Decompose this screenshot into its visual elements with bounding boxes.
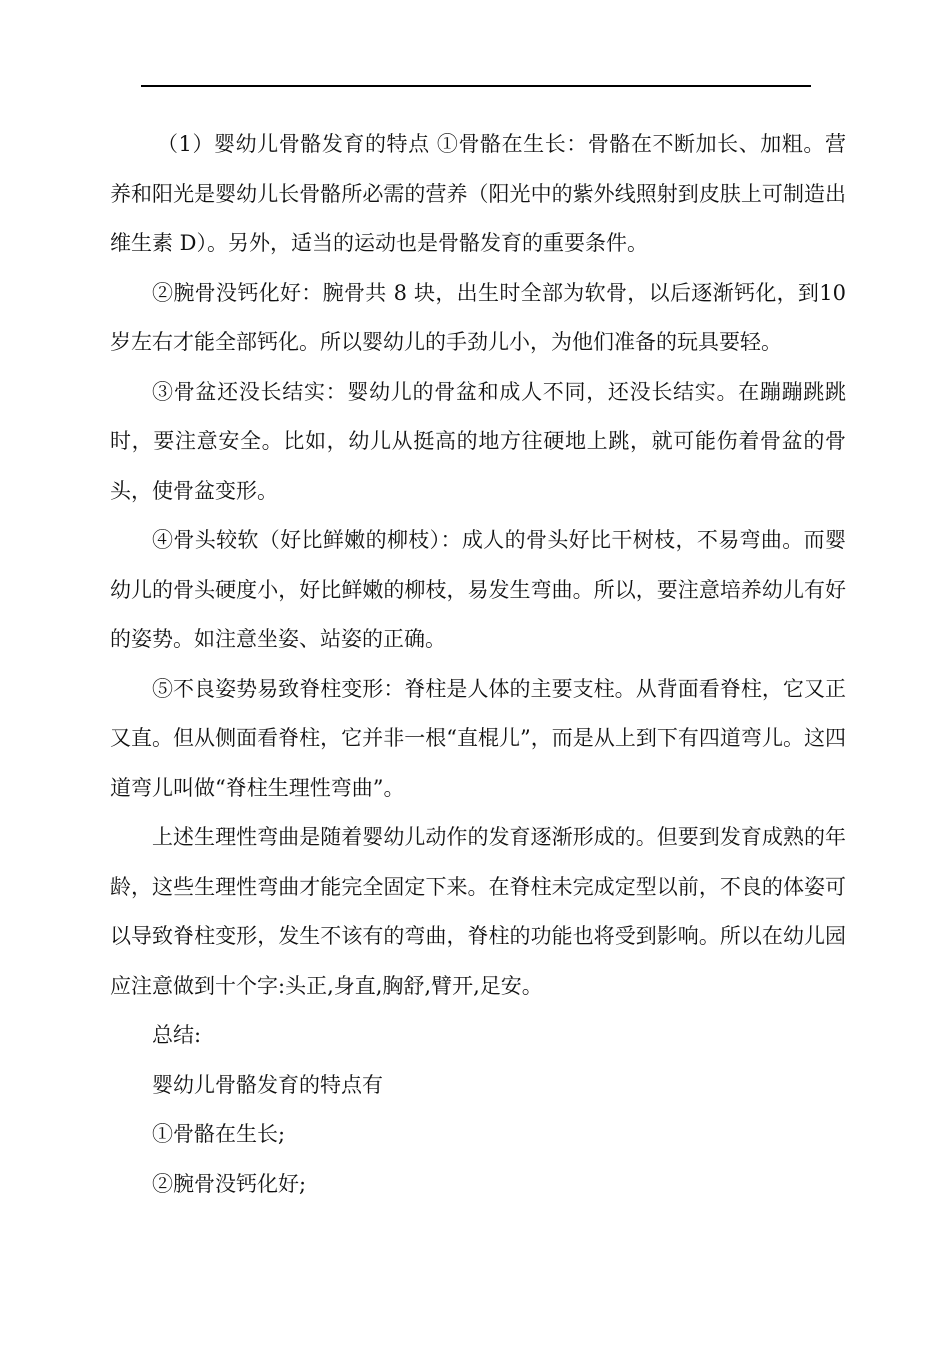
line: 而婴幼儿的骨头硬度小，好比鲜嫩的柳枝，易发生弯曲。所以，要注意培养 [110, 528, 846, 602]
line: 的骨头，使骨盆变形。 [110, 429, 847, 503]
line: 10 岁左右才能全部钙化。所以婴幼儿的手劲儿小，为他们准备的玩具要轻。 [110, 280, 853, 354]
summary-item-1 [110, 1110, 846, 1160]
line: 跳时，要注意安全。比如，幼儿从挺高的地方往硬地上跳，就可能伤着骨盆 [110, 379, 846, 453]
line: ③骨盆还没长结实：婴幼儿的骨盆和成人不同，还没长结实。在蹦蹦跳 [152, 379, 825, 404]
line: 的体姿可以导致脊柱变形，发生不该有的弯曲，脊柱的功能也将受到影响。 [110, 874, 847, 948]
line: ②腕骨没钙化好：腕骨共 8 块，出生时全部为软骨，以后逐渐钙化，到 [152, 280, 820, 305]
paragraph-physiological-curves [110, 813, 846, 1011]
paragraph-bone-growth [110, 120, 846, 269]
header-rule [141, 85, 811, 87]
line: （1）婴幼儿骨骼发育的特点 ①骨骼在生长：骨骼在不断加长、加粗。 [157, 132, 825, 156]
paragraph-pelvis [110, 368, 846, 517]
line: 婴幼儿骨骼发育的特点有 [152, 1072, 383, 1097]
document-body [110, 120, 853, 1209]
line: 又正又直。但从侧面看脊柱，它并非一根“直棍儿”，而是从上到下有四道弯 [110, 676, 846, 750]
paragraph-summary-intro [110, 1061, 846, 1111]
line: 总结: [152, 1023, 202, 1047]
line: 制造出维生素 D）。另外，适当的运动也是骨骼发育的重要条件。 [110, 181, 847, 255]
paragraph-carpal-bones [110, 269, 853, 368]
paragraph-summary-heading [110, 1011, 846, 1061]
line: 的年龄，这些生理性弯曲才能完全固定下来。在脊柱未完成定型以前，不良 [110, 825, 846, 899]
line: 上述生理性弯曲是随着婴幼儿动作的发育逐渐形成的。但要到发育成熟 [152, 825, 804, 849]
summary-item-2 [110, 1160, 846, 1210]
line: ④骨头较软（好比鲜嫩的柳枝）：成人的骨头好比干树枝，不易弯曲。 [152, 528, 804, 552]
line: 营养和阳光是婴幼儿长骨骼所必需的营养（阳光中的紫外线照射到皮肤上可 [110, 132, 846, 206]
paragraph-spine [110, 665, 846, 814]
paragraph-soft-bones [110, 516, 846, 665]
line: 所以在幼儿园应注意做到十个字:头正,身直,胸舒,臂开,足安。 [110, 924, 847, 998]
line: ②腕骨没钙化好; [152, 1171, 307, 1196]
line: ⑤不良姿势易致脊柱变形：脊柱是人体的主要支柱。从背面看脊柱，它 [152, 676, 804, 701]
line: ①骨骼在生长; [152, 1122, 286, 1146]
line: 幼儿有好的姿势。如注意坐姿、站姿的正确。 [110, 577, 847, 651]
line: 儿。这四道弯儿叫做“脊柱生理性弯曲”。 [110, 726, 846, 800]
